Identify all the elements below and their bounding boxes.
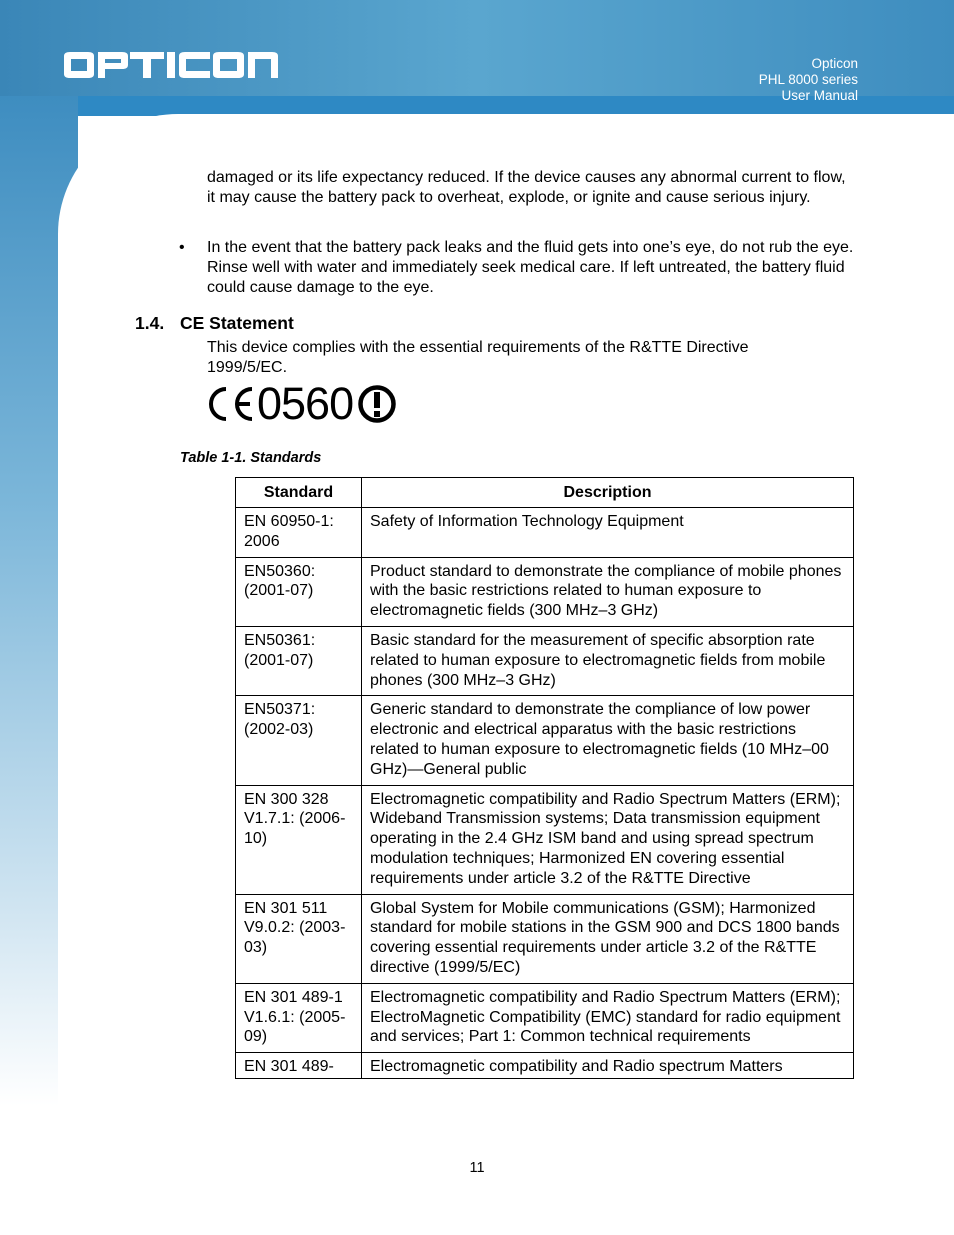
description-cell: Electromagnetic compatibility and Radio Spectrum Matters (ERM); Wideband Transmission systems; Data transmission equipment operating in the 2.4 GHz ISM band and using spread spectrum modulation techniques; Harmonized EN covering essential requirements under article 3.2 of the R&TTE Directive	[362, 785, 854, 894]
table-row	[236, 696, 854, 785]
alert-class-icon	[357, 384, 397, 424]
standard-cell: EN50371: (2002-03)	[236, 696, 362, 785]
header-company: Opticon	[811, 56, 858, 71]
ce-marking	[207, 378, 397, 429]
opticon-logo	[62, 50, 292, 80]
bullet-marker: •	[179, 239, 185, 256]
table-caption: Table 1-1. Standards	[180, 450, 322, 466]
table-row	[236, 894, 854, 983]
table-row	[236, 507, 854, 557]
description-cell: Safety of Information Technology Equipment	[362, 507, 854, 557]
header-doc-type: User Manual	[781, 88, 858, 103]
description-cell: Generic standard to demonstrate the compliance of low power electronic and electrical apparatus with the basic restrictions related to human exposure to electromagnetic fields (10 MHz–00 GHz)—General public	[362, 696, 854, 785]
column-header-description: Description	[362, 478, 854, 508]
description-cell: Basic standard for the measurement of specific absorption rate related to human exposure to electromagnetic fields from mobile phones (300 MHz–3 GHz)	[362, 626, 854, 695]
table-row	[236, 1053, 854, 1079]
table-row	[236, 983, 854, 1052]
section-number: 1.4.	[135, 313, 165, 333]
page-number: 11	[469, 1160, 485, 1176]
standard-cell: EN 301 511 V9.0.2: (2003-03)	[236, 894, 362, 983]
table-header-row	[236, 478, 854, 508]
section-heading	[135, 313, 294, 334]
section-title: CE Statement	[180, 313, 294, 333]
table-row	[236, 557, 854, 626]
standard-cell: EN50360: (2001-07)	[236, 557, 362, 626]
description-cell: Electromagnetic compatibility and Radio spectrum Matters	[362, 1053, 854, 1079]
continued-paragraph: damaged or its life expectancy reduced. If the device causes any abnormal current to flow, it may cause the battery pack to overheat, explode, or ignite and cause serious injury.	[207, 169, 846, 206]
battery-leak-bullet: In the event that the battery pack leaks and the fluid gets into one’s eye, do not rub the eye. Rinse well with water and immediately seek medical care. If left untreated, the battery fluid could cause damage to the eye.	[207, 239, 854, 296]
description-cell: Electromagnetic compatibility and Radio Spectrum Matters (ERM); ElectroMagnetic Compatibility (EMC) standard for radio equipment and services; Part 1: Common technical requirements	[362, 983, 854, 1052]
table-row	[236, 626, 854, 695]
standard-cell: EN 301 489-	[236, 1053, 362, 1079]
ce-compliance-text: This device complies with the essential requirements of the R&TTE Directive 1999/5/EC.	[207, 339, 749, 376]
notified-body-number: 0560	[257, 378, 354, 429]
header-document-info	[759, 56, 858, 104]
standards-table	[235, 477, 854, 1079]
standard-cell: EN 60950-1: 2006	[236, 507, 362, 557]
header-product: PHL 8000 series	[758, 72, 858, 87]
description-cell: Global System for Mobile communications (GSM); Harmonized standard for mobile stations in the GSM 900 and DCS 1800 bands covering essential requirements under article 3.2 of the R&TTE directive (1999/5/EC)	[362, 894, 854, 983]
standard-cell: EN 300 328 V1.7.1: (2006-10)	[236, 785, 362, 894]
ce-mark-icon	[207, 385, 255, 423]
standard-cell: EN 301 489-1 V1.6.1: (2005-09)	[236, 983, 362, 1052]
column-header-standard: Standard	[236, 478, 362, 508]
standard-cell: EN50361: (2001-07)	[236, 626, 362, 695]
description-cell: Product standard to demonstrate the compliance of mobile phones with the basic restrictions related to human exposure to electromagnetic fields (300 MHz–3 GHz)	[362, 557, 854, 626]
table-row	[236, 785, 854, 894]
